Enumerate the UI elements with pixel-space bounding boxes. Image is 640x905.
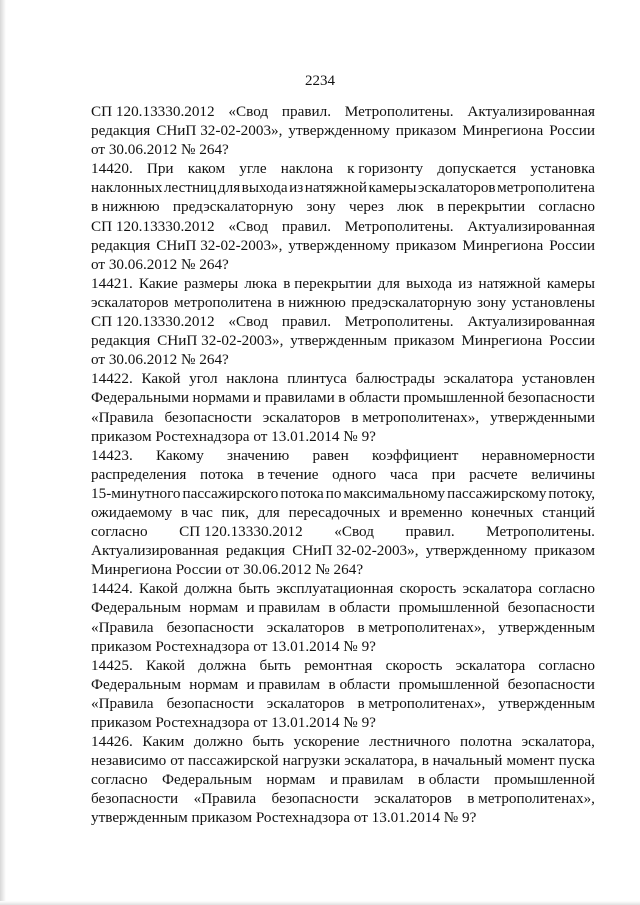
word: согласно [91, 523, 148, 541]
word: нормам [189, 675, 239, 693]
word: от 30.06.2012 № 264? [91, 255, 229, 273]
word: зону [477, 293, 507, 311]
word: эскалатора [462, 580, 533, 598]
word: СП 120.13330.2012 [91, 217, 215, 235]
word: России [549, 332, 595, 350]
word: наклона [280, 160, 333, 178]
word: «Свод [228, 313, 269, 331]
word: промышленной [398, 675, 500, 693]
word: СНиП 32-02-2003», [156, 236, 283, 254]
word: и правилам [246, 599, 321, 617]
word: эскалаторов [266, 694, 345, 712]
word: для [217, 179, 241, 197]
word: СНиП 32-02-2003», [157, 332, 284, 350]
word: безопасности [166, 694, 254, 712]
word: 14426. [91, 733, 133, 751]
word: приказом Ростехнадзора от 13.01.2014 № 9? [91, 714, 376, 731]
word: Актуализированная [467, 217, 595, 235]
word: пассажирскому [447, 484, 547, 502]
word: утвержденным приказом Ростехнадзора от 13.01.2014 № 9? [91, 809, 477, 827]
text-line [91, 255, 595, 274]
word: из [458, 274, 473, 292]
text-line [91, 579, 595, 598]
text-line [91, 217, 595, 236]
word: неравномерности [481, 446, 595, 464]
text-line [91, 178, 595, 197]
word: в области [328, 599, 391, 617]
word: выхода [241, 179, 288, 197]
word: безопасности [507, 675, 595, 693]
word: эскалатора [455, 656, 526, 674]
word: Метрополитены. [344, 217, 454, 235]
word: наклонных [91, 179, 163, 197]
word: правил. [281, 103, 332, 120]
word: в метрополитенах», [357, 618, 486, 636]
word: и правилам [246, 675, 321, 693]
word: угол [189, 370, 218, 388]
word: нагрузки [282, 752, 341, 770]
word: промышленной [398, 599, 500, 617]
word: ожидаемому [91, 503, 173, 521]
word: приказом [395, 236, 457, 254]
word: распределения [91, 465, 187, 483]
word: утвержденными [490, 408, 595, 426]
text-line [91, 312, 595, 331]
word: Федеральным [91, 675, 181, 693]
word: безопасности [166, 618, 254, 636]
word: конечных [471, 503, 534, 521]
word: каком [187, 160, 226, 178]
text-line [91, 694, 595, 713]
word: безопасности [507, 599, 595, 617]
word: согласно [538, 580, 595, 598]
word: в перекрытии [283, 274, 372, 292]
word: ремонтная [304, 656, 373, 674]
word: 14421. [91, 274, 133, 292]
word: согласно [91, 771, 148, 789]
word: редакция [91, 236, 151, 254]
word: России [549, 236, 595, 254]
text-line [91, 618, 595, 637]
word: Актуализированная [467, 103, 595, 120]
text-line [91, 598, 595, 617]
word: скорость [385, 656, 443, 674]
word: потока [280, 484, 324, 502]
word: правил. [281, 313, 332, 331]
word: «Правила [91, 618, 154, 636]
word: лестничного [369, 733, 451, 751]
word: и временно [388, 503, 463, 521]
word: При [146, 160, 174, 178]
word: Актуализированная [91, 542, 219, 560]
word: максимальному [343, 484, 446, 502]
word: Минрегиона [462, 122, 544, 140]
word: правил. [405, 523, 455, 541]
word: Минрегиона [462, 236, 544, 254]
word: СНиП 32-02-2003», [156, 122, 283, 140]
word: безопасности [271, 790, 359, 808]
word: в метрополитенах», [467, 790, 595, 808]
scan-edge-bottom [0, 901, 640, 905]
word: 14422. [91, 370, 133, 388]
word: в области [338, 389, 400, 407]
word: эскалаторов [262, 408, 341, 426]
word: утвержденному [288, 122, 390, 140]
word: безопасности [507, 389, 595, 407]
word: одного [332, 465, 377, 483]
word: от пассажирской [170, 752, 279, 770]
word: Федеральными [91, 389, 190, 407]
word: коэффициент [372, 446, 459, 464]
text-line [91, 732, 595, 751]
word: быть [259, 656, 291, 674]
word: станций [542, 503, 595, 521]
word: 14425. [91, 656, 133, 674]
text-line [91, 522, 595, 541]
word: Актуализированная [467, 313, 595, 331]
word: установлены [511, 293, 595, 311]
word: «Правила [193, 790, 257, 808]
word: от 30.06.2012 № 264? [91, 351, 229, 369]
word: нормам [266, 771, 316, 789]
text-line [91, 637, 595, 656]
word: СП 120.13330.2012 [179, 523, 303, 541]
word: пересадочных [288, 503, 381, 521]
word: Какие [138, 274, 178, 292]
word: должна [184, 580, 233, 598]
word: эскалаторов [417, 179, 496, 197]
word: эскалатора, [521, 733, 595, 751]
word: предэскалаторную [172, 198, 294, 216]
word: СНиП 32-02-2003», [292, 542, 419, 560]
word: натяжной [304, 179, 367, 197]
word: в перекрытии [436, 198, 526, 216]
word: Метрополитены. [344, 313, 454, 331]
word: балюстрады [355, 370, 435, 388]
word: утвержденному [425, 542, 528, 560]
text-line [91, 446, 595, 465]
word: согласно [538, 198, 595, 216]
text-line [91, 369, 595, 388]
word: пуска [558, 752, 595, 770]
word: равен [312, 446, 349, 464]
word: лестниц [163, 179, 217, 197]
word: России [549, 122, 595, 140]
word: для [257, 503, 280, 521]
text-line [91, 541, 595, 560]
word: метрополитена [174, 293, 272, 311]
word: плинтуса [287, 370, 347, 388]
word: в метрополитенах», [357, 694, 486, 712]
word: потока [200, 465, 244, 483]
word: безопасности [91, 790, 179, 808]
text-line [91, 408, 595, 427]
text-line [91, 121, 595, 140]
word: Федеральным [91, 599, 181, 617]
text-line [91, 331, 595, 350]
word: правил. [281, 217, 332, 235]
word: Метрополитены. [344, 103, 454, 120]
word: камеры [368, 179, 417, 197]
word: «Правила [91, 694, 154, 712]
word: приказом [393, 332, 455, 350]
text-line [91, 484, 595, 503]
text-line [91, 197, 595, 216]
word: промышленной [403, 389, 505, 407]
word: при [431, 465, 456, 483]
word: Каким [142, 733, 185, 751]
word: нормами [192, 389, 250, 407]
word: редакция [91, 332, 151, 350]
text-line [91, 236, 595, 255]
text-line [91, 159, 595, 178]
word: утвержденным [498, 618, 595, 636]
word: приказом Ростехнадзора от 13.01.2014 № 9? [91, 637, 376, 655]
word: люк [397, 198, 424, 216]
word: эскалаторов [91, 293, 169, 311]
word: наклона [226, 370, 279, 388]
word: в области [328, 675, 391, 693]
word: угле [239, 160, 267, 178]
text-line [91, 465, 595, 484]
word: «Свод [228, 103, 269, 120]
word: скорость [399, 580, 457, 598]
word: эскалаторов [374, 790, 452, 808]
word: от 30.06.2012 № 264? [91, 141, 229, 159]
word: эксплуатационная [276, 580, 394, 598]
word: должно [193, 733, 243, 751]
text-line [91, 140, 595, 159]
word: установка [530, 160, 595, 178]
word: и правилам [329, 771, 404, 789]
word: расчете [469, 465, 518, 483]
word: натяжной [478, 274, 541, 292]
text-line [91, 293, 595, 312]
word: редакция [91, 122, 151, 140]
word: 14420. [91, 160, 133, 178]
word: люка [244, 274, 278, 292]
word: в час [180, 503, 213, 521]
text-line [91, 789, 595, 808]
word: приказом Ростехнадзора от 13.01.2014 № 9? [91, 427, 376, 445]
text-line [91, 427, 595, 446]
word: эскалатора, [344, 752, 418, 770]
word: выхода [406, 274, 453, 292]
document-body [91, 102, 595, 828]
word: камеры [546, 274, 595, 292]
word: приказом [395, 122, 457, 140]
word: Какой [138, 580, 178, 598]
text-line [91, 808, 595, 827]
word: Минрегиона [461, 332, 543, 350]
word: 14424. [91, 580, 133, 598]
word: момент [506, 752, 555, 770]
word: Какому [156, 446, 204, 464]
word: Какой [141, 370, 181, 388]
text-line [91, 751, 595, 770]
word: Федеральным [162, 771, 252, 789]
word: нормам [189, 599, 239, 617]
word: Минрегиона России от 30.06.2012 № 264? [91, 561, 364, 579]
word: метрополитена [497, 179, 595, 197]
word: по [325, 484, 342, 502]
text-line [91, 675, 595, 694]
word: утвержденным [498, 694, 595, 712]
word: эскалатора [443, 370, 514, 388]
word: «Свод [334, 523, 374, 541]
word: утвержденным [290, 332, 387, 350]
word: в нижнюю [277, 293, 346, 311]
word: зону [306, 198, 336, 216]
word: пассажирского [182, 484, 279, 502]
word: 15-минутного [91, 484, 181, 502]
word: эскалаторов [266, 618, 345, 636]
word: в нижнюю [91, 198, 160, 216]
word: независимо [91, 752, 167, 770]
word: в начальный [421, 752, 503, 770]
word: величины [531, 465, 595, 483]
word: безопасности [164, 408, 252, 426]
word: утвержденному [288, 236, 390, 254]
word: ускорение [293, 733, 360, 751]
word: должна [198, 656, 247, 674]
word: для [377, 274, 400, 292]
word: предэскалаторную [351, 293, 472, 311]
word: СП 120.13330.2012 [91, 313, 215, 331]
word: установлен [521, 370, 595, 388]
word: редакция [225, 542, 286, 560]
word: промышленной [494, 771, 595, 789]
word: в области [417, 771, 480, 789]
text-line [91, 560, 595, 579]
word: Метрополитены. [486, 523, 595, 541]
word: Какой [145, 656, 185, 674]
word: быть [252, 733, 284, 751]
word: 14423. [91, 446, 133, 464]
word: к горизонту [347, 160, 424, 178]
word: приказом [534, 542, 595, 560]
word: в метрополитенах», [351, 408, 480, 426]
word: и правилами [253, 389, 335, 407]
text-line [91, 713, 595, 732]
word: через [349, 198, 384, 216]
text-line [91, 102, 595, 121]
text-line [91, 656, 595, 675]
text-line [91, 350, 595, 369]
word: из [289, 179, 304, 197]
word: согласно [538, 656, 595, 674]
word: размеры [183, 274, 239, 292]
text-line [91, 770, 595, 789]
page-number: 2234 [305, 73, 335, 89]
word: потоку, [548, 484, 595, 502]
word: «Свод [228, 217, 269, 235]
text-line [91, 388, 595, 407]
word: в течение [257, 465, 319, 483]
word: значению [227, 446, 290, 464]
text-line [91, 503, 595, 522]
word: пик, [221, 503, 249, 521]
scan-edge-left [0, 0, 6, 905]
word: быть [238, 580, 270, 598]
word: СП 120.13330.2012 [91, 103, 215, 120]
word: полотна [459, 733, 512, 751]
word: допускается [437, 160, 517, 178]
word: «Правила [91, 408, 154, 426]
word: часа [389, 465, 418, 483]
text-line [91, 274, 595, 293]
